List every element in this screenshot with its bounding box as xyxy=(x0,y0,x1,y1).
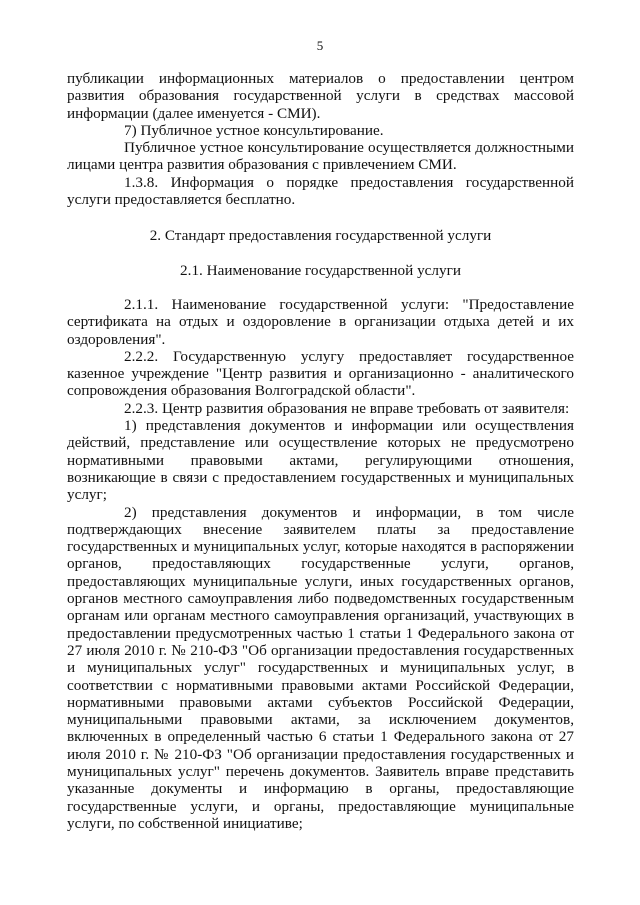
section-heading-2: 2. Стандарт предоставления государственной услуги xyxy=(149,227,492,245)
paragraph-item-7: 7) Публичное устное консультирование. xyxy=(124,121,384,139)
page-number: 5 xyxy=(316,38,324,53)
paragraph-2-2-2: 2.2.2. Государственную услугу предоставляет государственное казенное учреждение "Центр развития и организационно - аналитического сопровождения образования Волгоградской области". xyxy=(67,347,574,400)
document-body xyxy=(67,70,574,832)
section-heading-2-1: 2.1. Наименование государственной услуги xyxy=(180,261,461,279)
paragraph-2-1-1: 2.1.1. Наименование государственной услуги: "Предоставление сертификата на отдых и оздоровление в организации отдыха детей и их оздоровления". xyxy=(67,295,574,348)
paragraph-public-consulting: Публичное устное консультирование осуществляется должностными лицами центра развития образования с привлечением СМИ. xyxy=(67,139,574,174)
paragraph-list-item-1: 1) представления документов и информации или осуществления действий, представление или осуществление которых не предусмотрено нормативными правовыми актами, регулирующими отношения, возникающие в связи с предоставлением государственных и муниципальных услуг; xyxy=(67,417,574,504)
paragraph-1-3-8: 1.3.8. Информация о порядке предоставления государственной услуги предоставляется бесплатно. xyxy=(67,173,574,209)
paragraph-media-publications: публикации информационных материалов о предоставлении центром развития образования государственной услуги в средствах массовой информации (далее именуется - СМИ). xyxy=(67,70,574,122)
paragraph-2-2-3: 2.2.3. Центр развития образования не вправе требовать от заявителя: xyxy=(124,399,570,417)
paragraph-list-item-2: 2) представления документов и информации, в том числе подтверждающих внесение заявителем платы за предоставление государственных и муниципальных услуг, которые находятся в распоряжении органов, предоставляющих государственные услуги, органов, предоставляющих муниципальные услуги, иных государственных органов, органов местного самоуправления либо подведомственных государственным органам или органам местного самоуправления организаций, участвующих в предоставлении предусмотренных частью 1 статьи 1 Федерального закона от 27 июля 2010 г. № 210-ФЗ "Об организации предоставления государственных и муниципальных услуг" государственных и муниципальных услуг, в соответствии с нормативными правовыми актами Российской Федерации, нормативными правовыми актами субъектов Российской Федерации, муниципальными правовыми актами, за исключением документов, включенных в определенный частью 6 статьи 1 Федерального закона от 27 июля 2010 г. № 210-ФЗ "Об организации предоставления государственных и муниципальных услуг" перечень документов. Заявитель вправе представить указанные документы и информацию в органы, предоставляющие государственные услуги, и органы, предоставляющие муниципальные услуги, по собственной инициативе; xyxy=(67,503,574,832)
